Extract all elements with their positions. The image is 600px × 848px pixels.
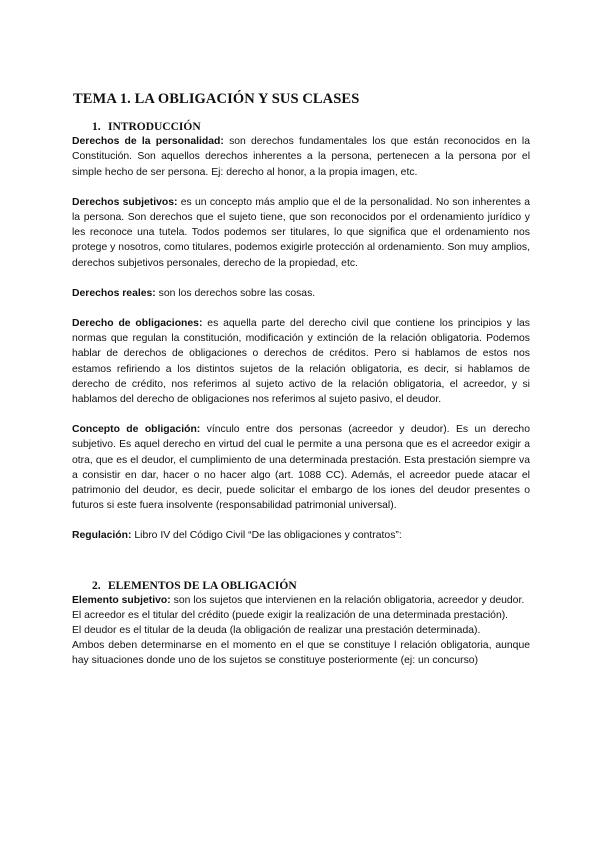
paragraph-concepto-obligacion: Concepto de obligación: vínculo entre dos personas (acreedor y deudor). Es un derecho subjetivo. Es aquel derecho en virtud del cual le permite a una persona que es el acreedor exigir a otra, que es el deudor, el cumplimiento de una determinada prestación. Esta prestación siempre va a consistir en dar, hacer o no hacer algo (art. 1088 CC). Además, el acreedor puede atacar el patrimonio del deudor, es decir, puede solicitar el embargo de los iones del deudor presentes o futuros si este fuera insolvente (responsabilidad patrimonial universal). (72, 424, 530, 512)
paragraph-determinacion: Ambos deben determinarse en el momento en el que se constituye l relación obligatoria, aunque hay situaciones donde uno de los sujetos se constituye posteriormente (ej: un concurso) (72, 640, 530, 667)
term-label: Concepto de obligación: (72, 424, 201, 436)
term-label: Derechos de la personalidad: (72, 136, 224, 148)
paragraph-derechos-subjetivos: Derechos subjetivos: es un concepto más amplio que el de la personalidad. No son inherentes a la persona. Son derechos que el sujeto tiene, que son reconocidos por el ordenamiento jurídico y les reconoce una tutela. Todos podemos ser titulares, lo que significa que el ordenamiento nos protege y nosotros, como titulares, podemos exigirle protección al ordenamiento. Son muy amplios, derechos subjetivos personales, derecho de la propiedad, etc. (72, 196, 531, 269)
term-label: Derechos subjetivos: (72, 196, 178, 208)
paragraph-elemento-subjetivo: Elemento subjetivo: son los sujetos que intervienen en la relación obligatoria, acreedor y deudor. (72, 594, 525, 606)
term-label: Derechos reales: (72, 287, 156, 299)
section-heading-elementos: 2. ELEMENTOS DE LA OBLIGACIÓN (92, 579, 297, 592)
term-label: Regulación: (72, 530, 132, 542)
paragraph-deudor: El deudor es el titular de la deuda (la obligación de realizar una prestación determinada). (72, 625, 481, 637)
document-body (72, 92, 530, 669)
document-title: TEMA 1. LA OBLIGACIÓN Y SUS CLASES (73, 91, 360, 107)
paragraph-derecho-obligaciones: Derecho de obligaciones: es aquella parte del derecho civil que contiene los principios y las normas que regulan la constitución, modificación y extinción de la relación obligatoria. Podemos hablar de derechos de obligaciones o derechos de créditos. Pero si hablamos de estos nos estamos refiriendo a los distintos sujetos de la relación obligatoria, es decir, si hablamos de derecho de crédito, nos referimos al sujeto activo de la relación obligatoria, el acreedor, y si hablamos del derecho de obligaciones nos referimos al sujeto pasivo, el deudor. (72, 318, 530, 406)
section-heading-introduccion: 1. INTRODUCCIÓN (92, 121, 201, 134)
paragraph-derechos-personalidad: Derechos de la personalidad: son derechos fundamentales los que están reconocidos en la Constitución. Son aquellos derechos inherentes a la persona, pertenecen a la persona por el simple hecho de ser persona. Ej: derecho al honor, a la propia imagen, etc. (72, 136, 531, 178)
paragraph-derechos-reales: Derechos reales: son los derechos sobre las cosas. (72, 287, 316, 299)
term-label: Elemento subjetivo: (72, 594, 171, 606)
term-label: Derecho de obligaciones: (72, 318, 203, 330)
paragraph-acreedor: El acreedor es el titular del crédito (puede exigir la realización de una determinada prestación). (72, 609, 509, 621)
paragraph-regulacion: Regulación: Libro IV del Código Civil “De las obligaciones y contratos”: (72, 530, 402, 542)
